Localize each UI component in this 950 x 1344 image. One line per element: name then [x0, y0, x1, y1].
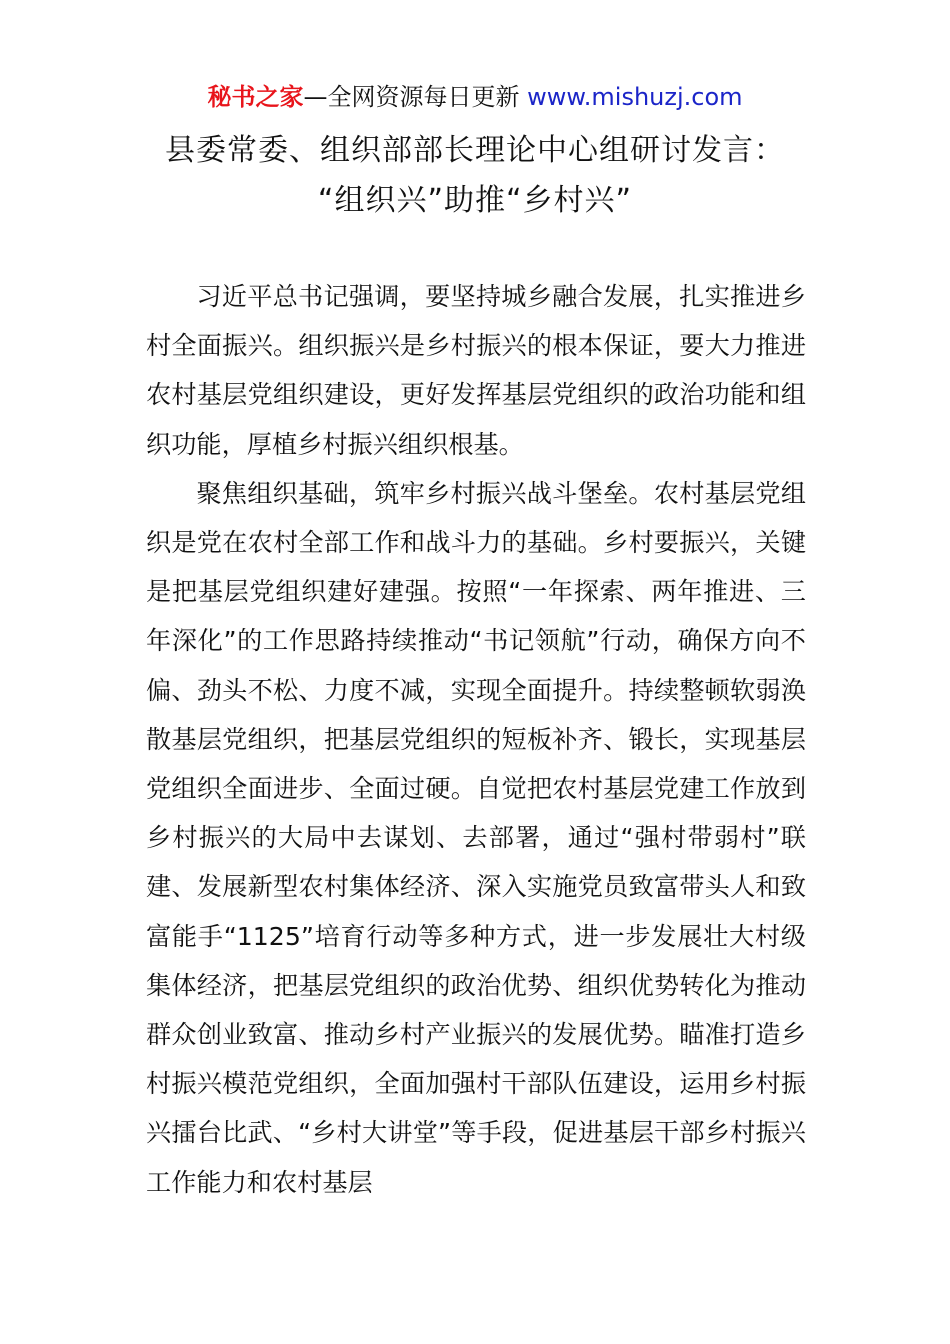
site-header	[0, 80, 950, 114]
site-url-link[interactable]: www.mishuzj.com	[527, 83, 743, 111]
body-paragraph: 习近平总书记强调，要坚持城乡融合发展，扎实推进乡村全面振兴。组织振兴是乡村振兴的根本保证，要大力推进农村基层党组织建设，更好发挥基层党组织的政治功能和组织功能，厚植乡村振兴组织根基。	[146, 282, 806, 459]
site-tagline: —全网资源每日更新	[303, 83, 520, 111]
document-title	[0, 126, 950, 226]
site-brand: 秘书之家	[207, 83, 304, 111]
document-body	[146, 272, 806, 1207]
body-paragraph: 聚焦组织基础，筑牢乡村振兴战斗堡垒。农村基层党组织是党在农村全部工作和战斗力的基础。乡村要振兴，关键是把基层党组织建好建强。按照“一年探索、两年推进、三年深化”的工作思路持续推动“书记领航”行动，确保方向不偏、劲头不松、力度不减，实现全面提升。持续整顿软弱涣散基层党组织，把基层党组织的短板补齐、锻长，实现基层党组织全面进步、全面过硬。自觉把农村基层党建工作放到乡村振兴的大局中去谋划、去部署，通过“强村带弱村”联建、发展新型农村集体经济、深入实施党员致富带头人和致富能手“1125”培育行动等多种方式，进一步发展壮大村级集体经济，把基层党组织的政治优势、组织优势转化为推动群众创业致富、推动乡村产业振兴的发展优势。瞄准打造乡村振兴模范党组织，全面加强村干部队伍建设，运用乡村振兴擂台比武、“乡村大讲堂”等手段，促进基层干部乡村振兴工作能力和农村基层	[146, 478, 806, 1197]
title-line-1: 县委常委、组织部部长理论中心组研讨发言：	[165, 133, 785, 168]
title-line-2: “组织兴”助推“乡村兴”	[317, 183, 633, 218]
